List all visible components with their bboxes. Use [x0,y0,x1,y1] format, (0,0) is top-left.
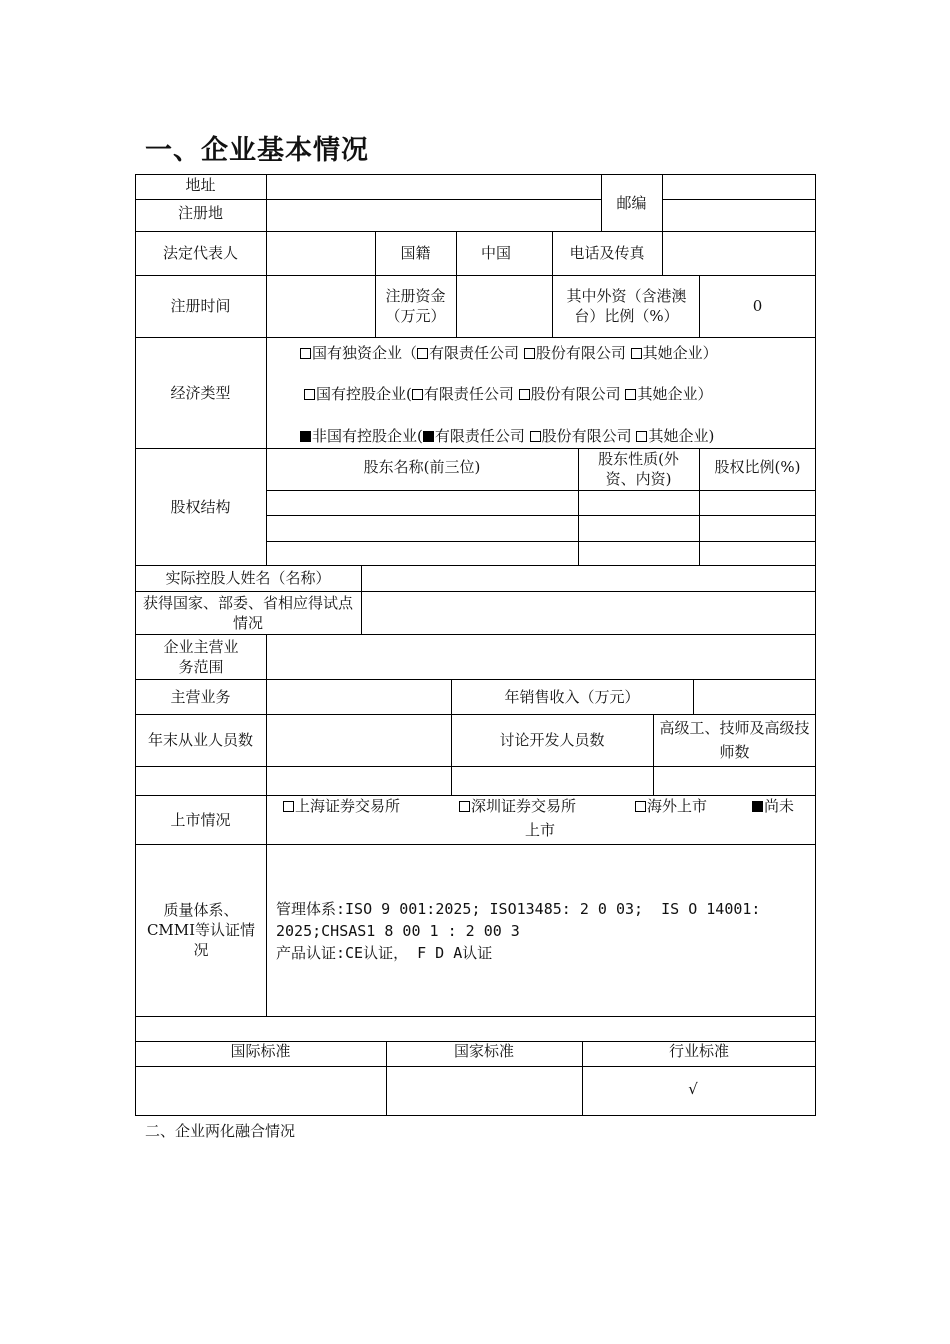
checkbox-icon[interactable] [417,348,428,359]
reg-time-value[interactable] [266,275,375,337]
cert-line-2: 2025;CHSAS1 8 00 1 : 2 00 3 [276,922,520,940]
foreign-ratio-label: 其中外资（含港澳台）比例（%） [566,287,687,325]
address-value[interactable] [266,174,601,199]
cert-line-3: 产品认证:CE认证， F D A认证 [276,944,493,962]
econ-type-label: 经济类型 [170,383,231,402]
main-business-value[interactable] [266,679,451,714]
legal-rep-value[interactable] [266,231,375,275]
industry-std-value: √ [688,1080,698,1098]
main-scope-label: 企业主营业务范围 [163,637,239,676]
industry-std-header: 行业标准 [668,1042,729,1060]
controller-label: 实际控股人姓名（名称） [165,569,331,587]
controller-value[interactable] [361,565,816,591]
listing-option-none[interactable]: 尚未 [752,795,794,816]
reg-capital-label: 注册资金（万元） [385,287,446,325]
phone-fax-label: 电话及传真 [569,244,645,262]
listing-option-sh[interactable]: 上海证券交易所 [283,795,400,816]
annual-sales-value[interactable] [693,679,816,714]
nationality-label: 国籍 [400,244,431,262]
listing-label: 上市情况 [170,810,231,829]
reg-capital-value[interactable] [456,275,552,337]
senior-tech-label: 高级工、技师及高级技师数 [659,719,810,761]
checkbox-icon[interactable] [631,348,642,359]
checked-box-icon[interactable] [423,431,434,442]
checkbox-icon[interactable] [300,348,311,359]
listing-option-sz[interactable]: 深圳证券交易所 [459,795,576,816]
checkbox-icon[interactable] [283,801,294,812]
certification-text [276,898,806,964]
intl-std-header: 国际标准 [230,1042,291,1060]
equity-ratio-header: 股权比例(%) [714,458,801,476]
postcode-label: 邮编 [616,193,647,212]
checked-box-icon[interactable] [300,431,311,442]
econ-option-row-2[interactable]: 国有控股企业( 有限责任公司 股份有限公司 其她企业） [304,383,712,404]
intl-std-value[interactable] [135,1066,386,1116]
listing-option-none-cont: 上市 [525,821,556,839]
listing-option-overseas[interactable]: 海外上市 [635,795,707,816]
cert-line-1: 管理体系:ISO 9 001:2025; ISO13485: 2 0 03; IS O 14001: [276,900,761,918]
employees-label: 年末从业人员数 [147,731,253,749]
checkbox-icon[interactable] [459,801,470,812]
checkbox-icon[interactable] [625,389,636,400]
main-scope-value[interactable] [266,634,816,679]
quality-label: 质量体系、CMMI等认证情况 [146,901,256,959]
rd-staff-label: 讨论开发人员数 [499,731,605,749]
shareholder-name-header: 股东名称(前三位) [363,458,481,476]
reg-time-label: 注册时间 [170,297,231,315]
main-business-label: 主营业务 [170,687,231,706]
section-title: 一、企业基本情况 [145,135,369,166]
checkbox-icon[interactable] [635,801,646,812]
checkbox-icon[interactable] [530,431,541,442]
checkbox-icon[interactable] [519,389,530,400]
shareholder-nature-header: 股东性质(外资、内资) [598,450,679,488]
nationality-value: 中国 [480,244,511,262]
pilot-label: 获得国家、部委、省相应得试点情况 [143,593,354,632]
annual-sales-label: 年销售收入（万元） [504,687,640,706]
econ-option-row-1[interactable]: 国有独资企业（ 有限责任公司 股份有限公司 其她企业） [300,342,718,363]
reg-place-label: 注册地 [177,204,223,222]
foreign-ratio-value: 0 [752,297,763,315]
legal-rep-label: 法定代表人 [162,244,238,262]
phone-fax-value[interactable] [662,231,816,275]
reg-place-value[interactable] [266,200,601,231]
section-2-title: 二、企业两化融合情况 [145,1122,296,1140]
pilot-value[interactable] [361,591,816,634]
checkbox-icon[interactable] [524,348,535,359]
checkbox-icon[interactable] [636,431,647,442]
checked-box-icon[interactable] [752,801,763,812]
checkbox-icon[interactable] [304,389,315,400]
postcode-value[interactable] [662,174,816,231]
address-label: 地址 [185,176,216,194]
equity-label: 股权结构 [170,497,231,516]
natl-std-value[interactable] [386,1066,582,1116]
checkbox-icon[interactable] [412,389,423,400]
natl-std-header: 国家标准 [453,1042,514,1060]
econ-option-row-3[interactable]: 非国有控股企业( 有限责任公司 股份有限公司 其她企业) [300,425,714,446]
